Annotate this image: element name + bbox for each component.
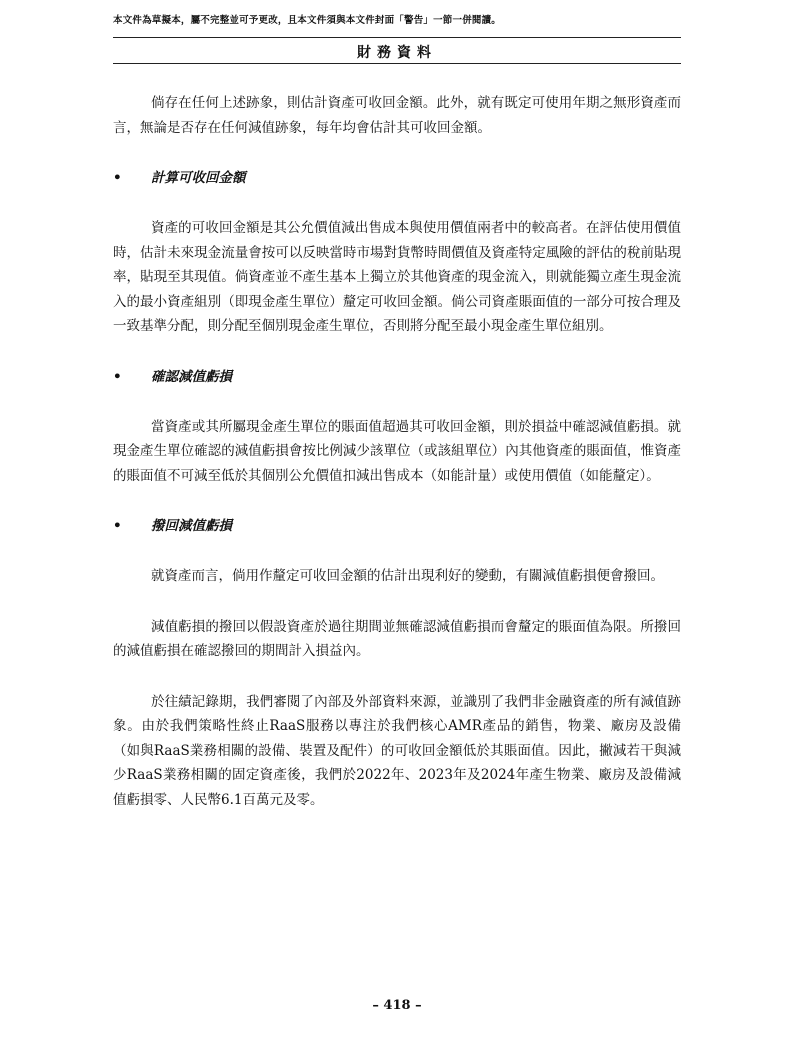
heading-recognise-impairment	[113, 365, 681, 389]
bullet-icon: •	[113, 518, 122, 534]
bullet-icon: •	[113, 368, 122, 385]
heading-reversal-impairment	[113, 514, 681, 538]
section-title: 財務資料	[357, 45, 437, 61]
heading-text: 計算可收回金額	[151, 170, 246, 186]
paragraph-track-record: 於往績記錄期，我們審閱了內部及外部資料來源，並識別了我們非金融資產的所有減值跡象。由於我們策略性終止RaaS服務以專注於我們核心AMR產品的銷售，物業、廠房及設備（如與RaaS業務相關的設備、裝置及配件）的可收回金額低於其賬面值。因此，撇減若干與減少RaaS業務相關的固定資產後，我們於2022年、2023年及2024年產生物業、廠房及設備減值虧損零、人民幣6.1百萬元及零。	[113, 693, 681, 808]
heading-calculate-recoverable-amount	[113, 166, 681, 190]
document-body	[113, 91, 681, 838]
heading-text: 確認減值虧損	[151, 368, 232, 385]
draft-disclaimer: 本文件為草擬本，屬不完整並可予更改，且本文件須與本文件封面「警告」一節一併閱讀。	[113, 15, 502, 26]
paragraph-reversal: 就資產而言，倘用作釐定可收回金額的估計出現利好的變動，有關減值虧損便會撥回。	[151, 568, 664, 584]
paragraph-recoverable-amount: 資產的可收回金額是其公允價值減出售成本與使用價值兩者中的較高者。在評估使用價值時，估計未來現金流量會按可以反映當時市場對貨幣時間價值及資產特定風險的評估的稅前貼現率，貼現至其現值。倘資產並不產生基本上獨立於其他資產的現金流入，則就能獨立產生現金流入的最小資產組別（即現金產生單位）釐定可收回金額。倘公司資產賬面值的一部分可按合理及一致基準分配，則分配至個別現金產生單位，否則將分配至最小現金產生單位組別。	[113, 220, 681, 334]
paragraph-impairment-recognition: 當資產或其所屬現金產生單位的賬面值超過其可收回金額，則於損益中確認減值虧損。就現金產生單位確認的減值虧損會按比例減少該單位（或該組單位）內其他資產的賬面值，惟資產的賬面值不可減至低於其個別公允價值扣減出售成本（如能計量）或使用價值（如能釐定）。	[113, 418, 681, 484]
header-rule-top	[113, 37, 681, 38]
heading-text: 撥回減值虧損	[151, 518, 232, 534]
paragraph-indicators: 倘存在任何上述跡象，則估計資產可收回金額。此外，就有既定可使用年期之無形資產而言，無論是否存在任何減值跡象，每年均會估計其可收回金額。	[113, 95, 681, 136]
bullet-icon: •	[113, 170, 122, 186]
paragraph-reversal-limit: 減值虧損的撥回以假設資產於過往期間並無確認減值虧損而會釐定的賬面值為限。所撥回的減值虧損在確認撥回的期間計入損益內。	[113, 618, 681, 659]
header-rule-bottom	[113, 63, 681, 64]
page-number: – 418 –	[372, 998, 422, 1013]
